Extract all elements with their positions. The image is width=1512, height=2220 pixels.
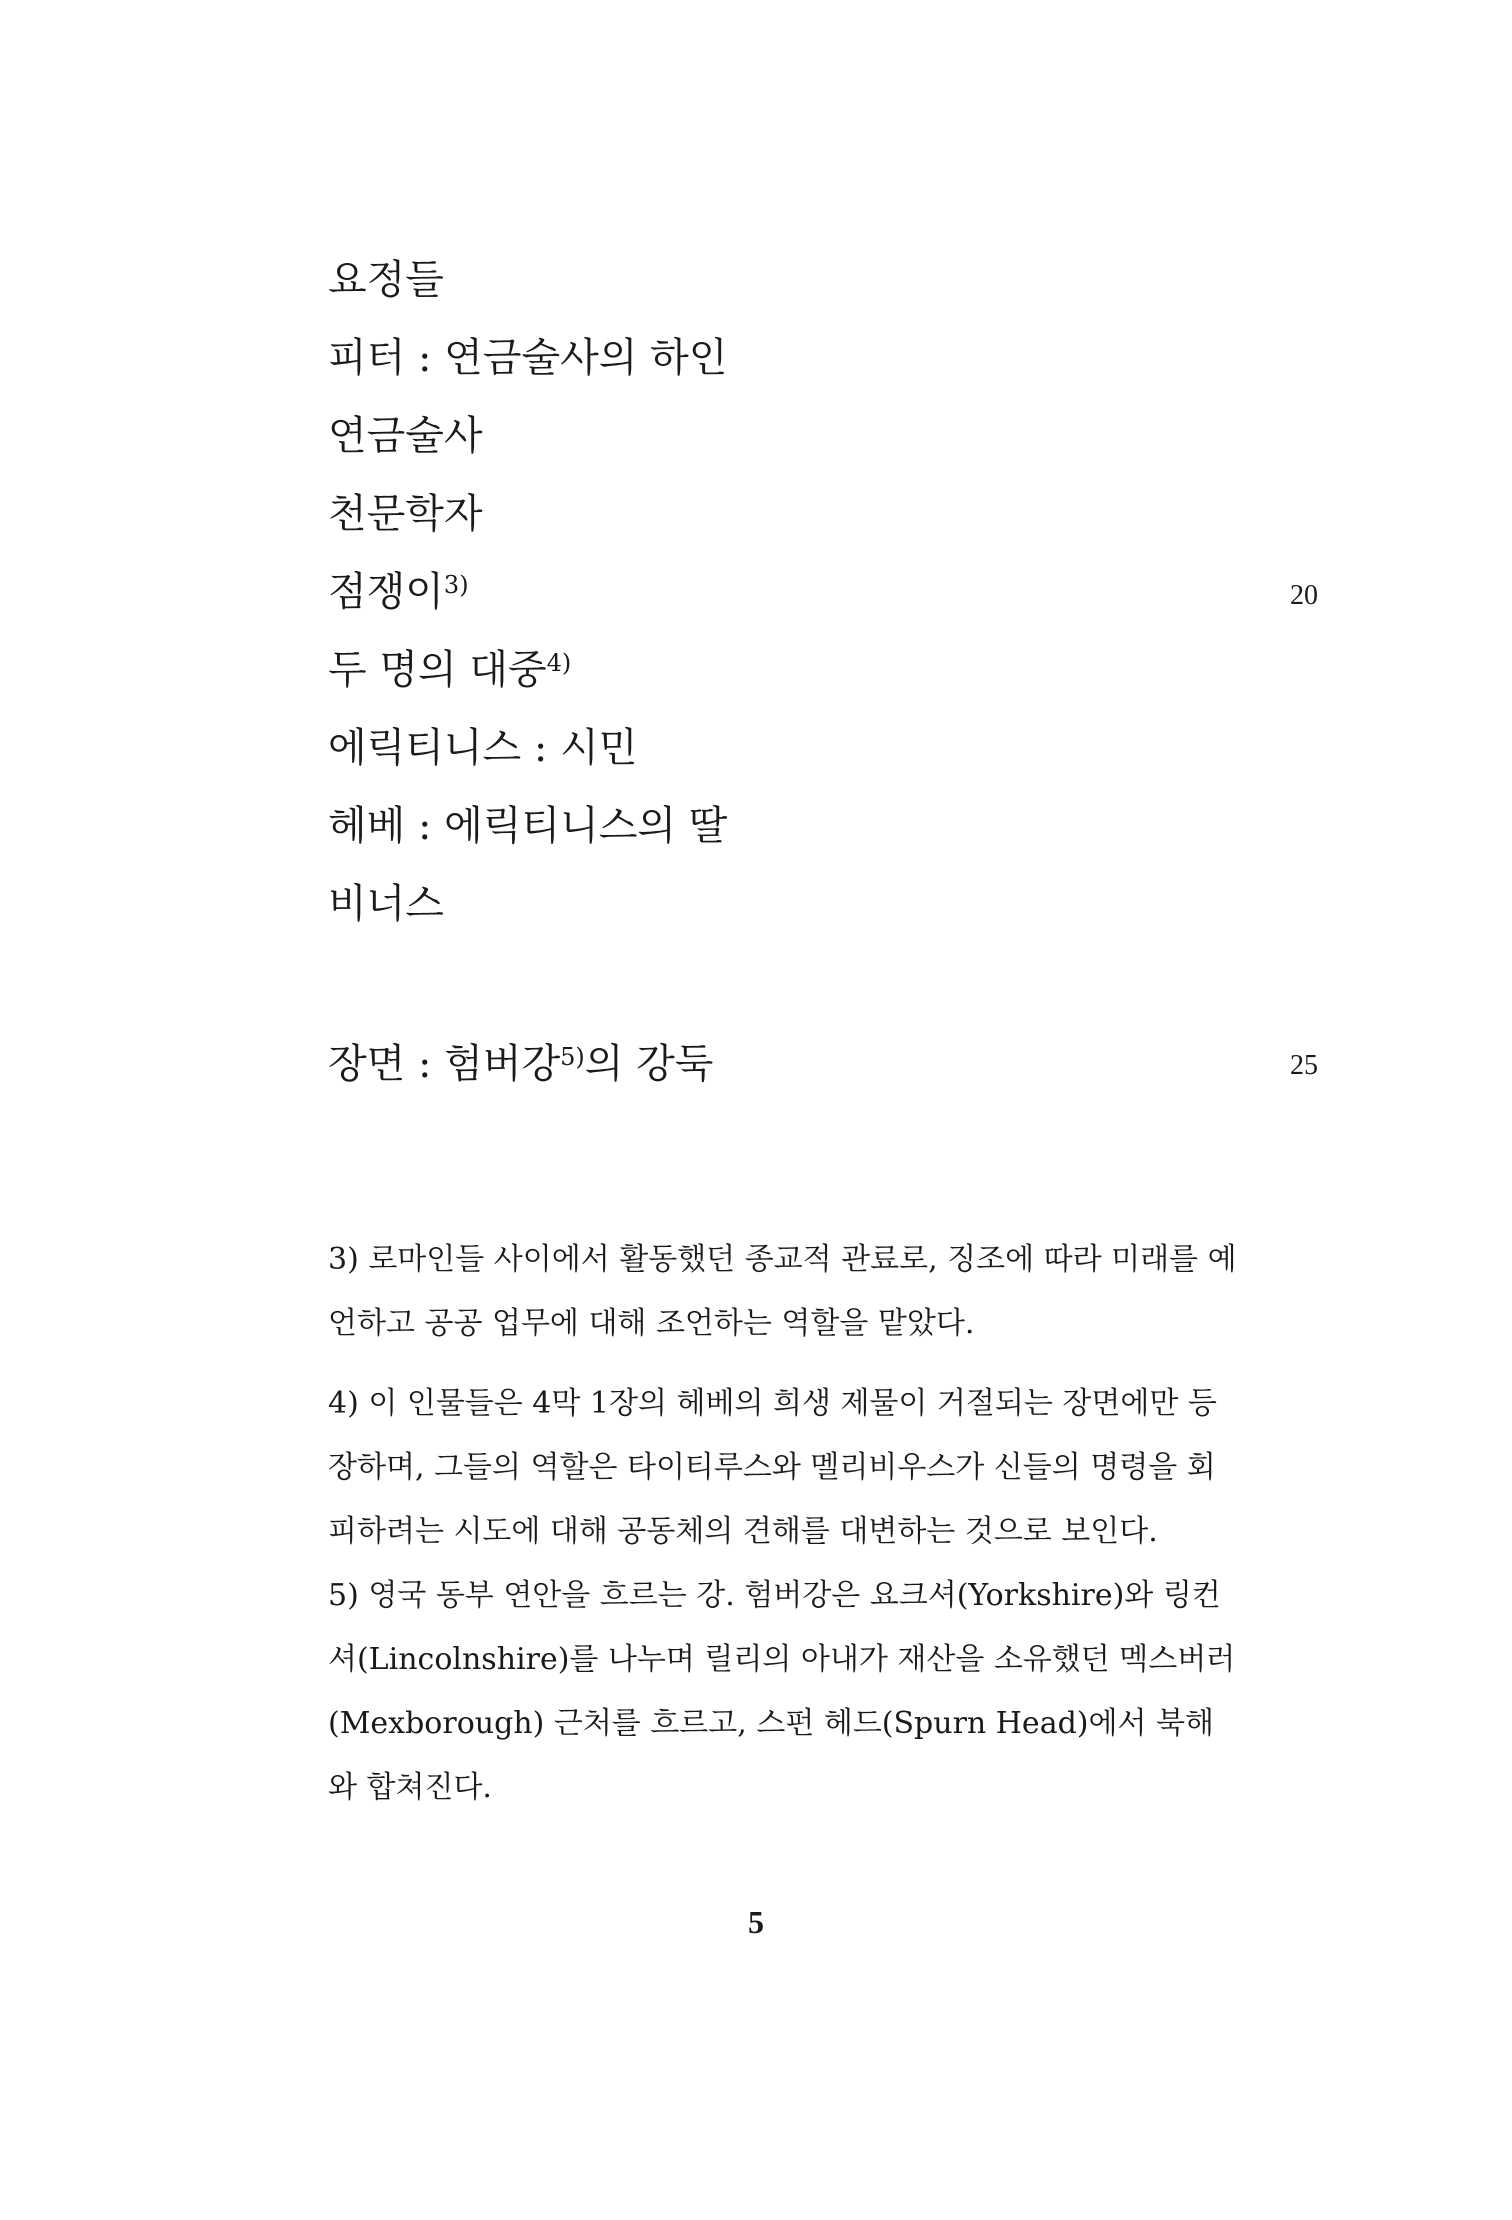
character-entry — [328, 798, 727, 854]
footnote: 4) 이 인물들은 4막 1장의 헤베의 희생 제물이 거절되는 장면에만 등장하며, 그들의 역할은 타이티루스와 멜리비우스가 신들의 명령을 회피하려는 시도에 대해 공동체의 견해를 대변하는 것으로 보인다. — [328, 1386, 1217, 1549]
line-number: 25 — [1290, 1050, 1318, 1081]
scene-text: 장면 : 험버강 — [328, 1041, 561, 1087]
character-entry — [328, 330, 727, 386]
character-entry — [328, 252, 444, 308]
character-name: 비너스 — [328, 881, 444, 927]
character-entry — [328, 720, 637, 776]
scene-text: 의 강둑 — [584, 1041, 714, 1087]
character-entry — [328, 486, 483, 542]
character-name: 요정들 — [328, 257, 444, 303]
footnote-ref: 3) — [443, 571, 469, 599]
character-name: 피터 : 연금술사의 하인 — [328, 335, 728, 381]
footnote-ref: 4) — [546, 649, 572, 677]
character-entry — [328, 642, 571, 703]
character-name: 연금술사 — [328, 413, 483, 459]
footnote: 3) 로마인들 사이에서 활동했던 종교적 관료로, 징조에 따라 미래를 예언하고 공공 업무에 대해 조언하는 역할을 맡았다. — [328, 1242, 1237, 1341]
character-name: 점쟁이 — [328, 569, 444, 615]
line-number: 20 — [1290, 580, 1318, 611]
character-name: 에릭티니스 : 시민 — [328, 725, 638, 771]
character-entry — [328, 564, 469, 625]
character-name: 두 명의 대중 — [328, 647, 547, 693]
page-number: 5 — [748, 1904, 764, 1940]
footnote: 5) 영국 동부 연안을 흐르는 강. 험버강은 요크셔(Yorkshire)와 링컨셔(Lincolnshire)를 나누며 릴리의 아내가 재산을 소유했던 멕스버러(Mexborough) 근처를 흐르고, 스펀 헤드(Spurn Head)에서 북해와 합쳐진다. — [328, 1578, 1236, 1805]
footnote-ref: 5) — [560, 1043, 585, 1071]
character-name: 천문학자 — [328, 491, 483, 537]
character-entry — [328, 408, 483, 464]
character-entry — [328, 876, 444, 932]
character-name: 헤베 : 에릭티니스의 딸 — [328, 803, 728, 849]
scene-heading — [328, 1036, 713, 1097]
